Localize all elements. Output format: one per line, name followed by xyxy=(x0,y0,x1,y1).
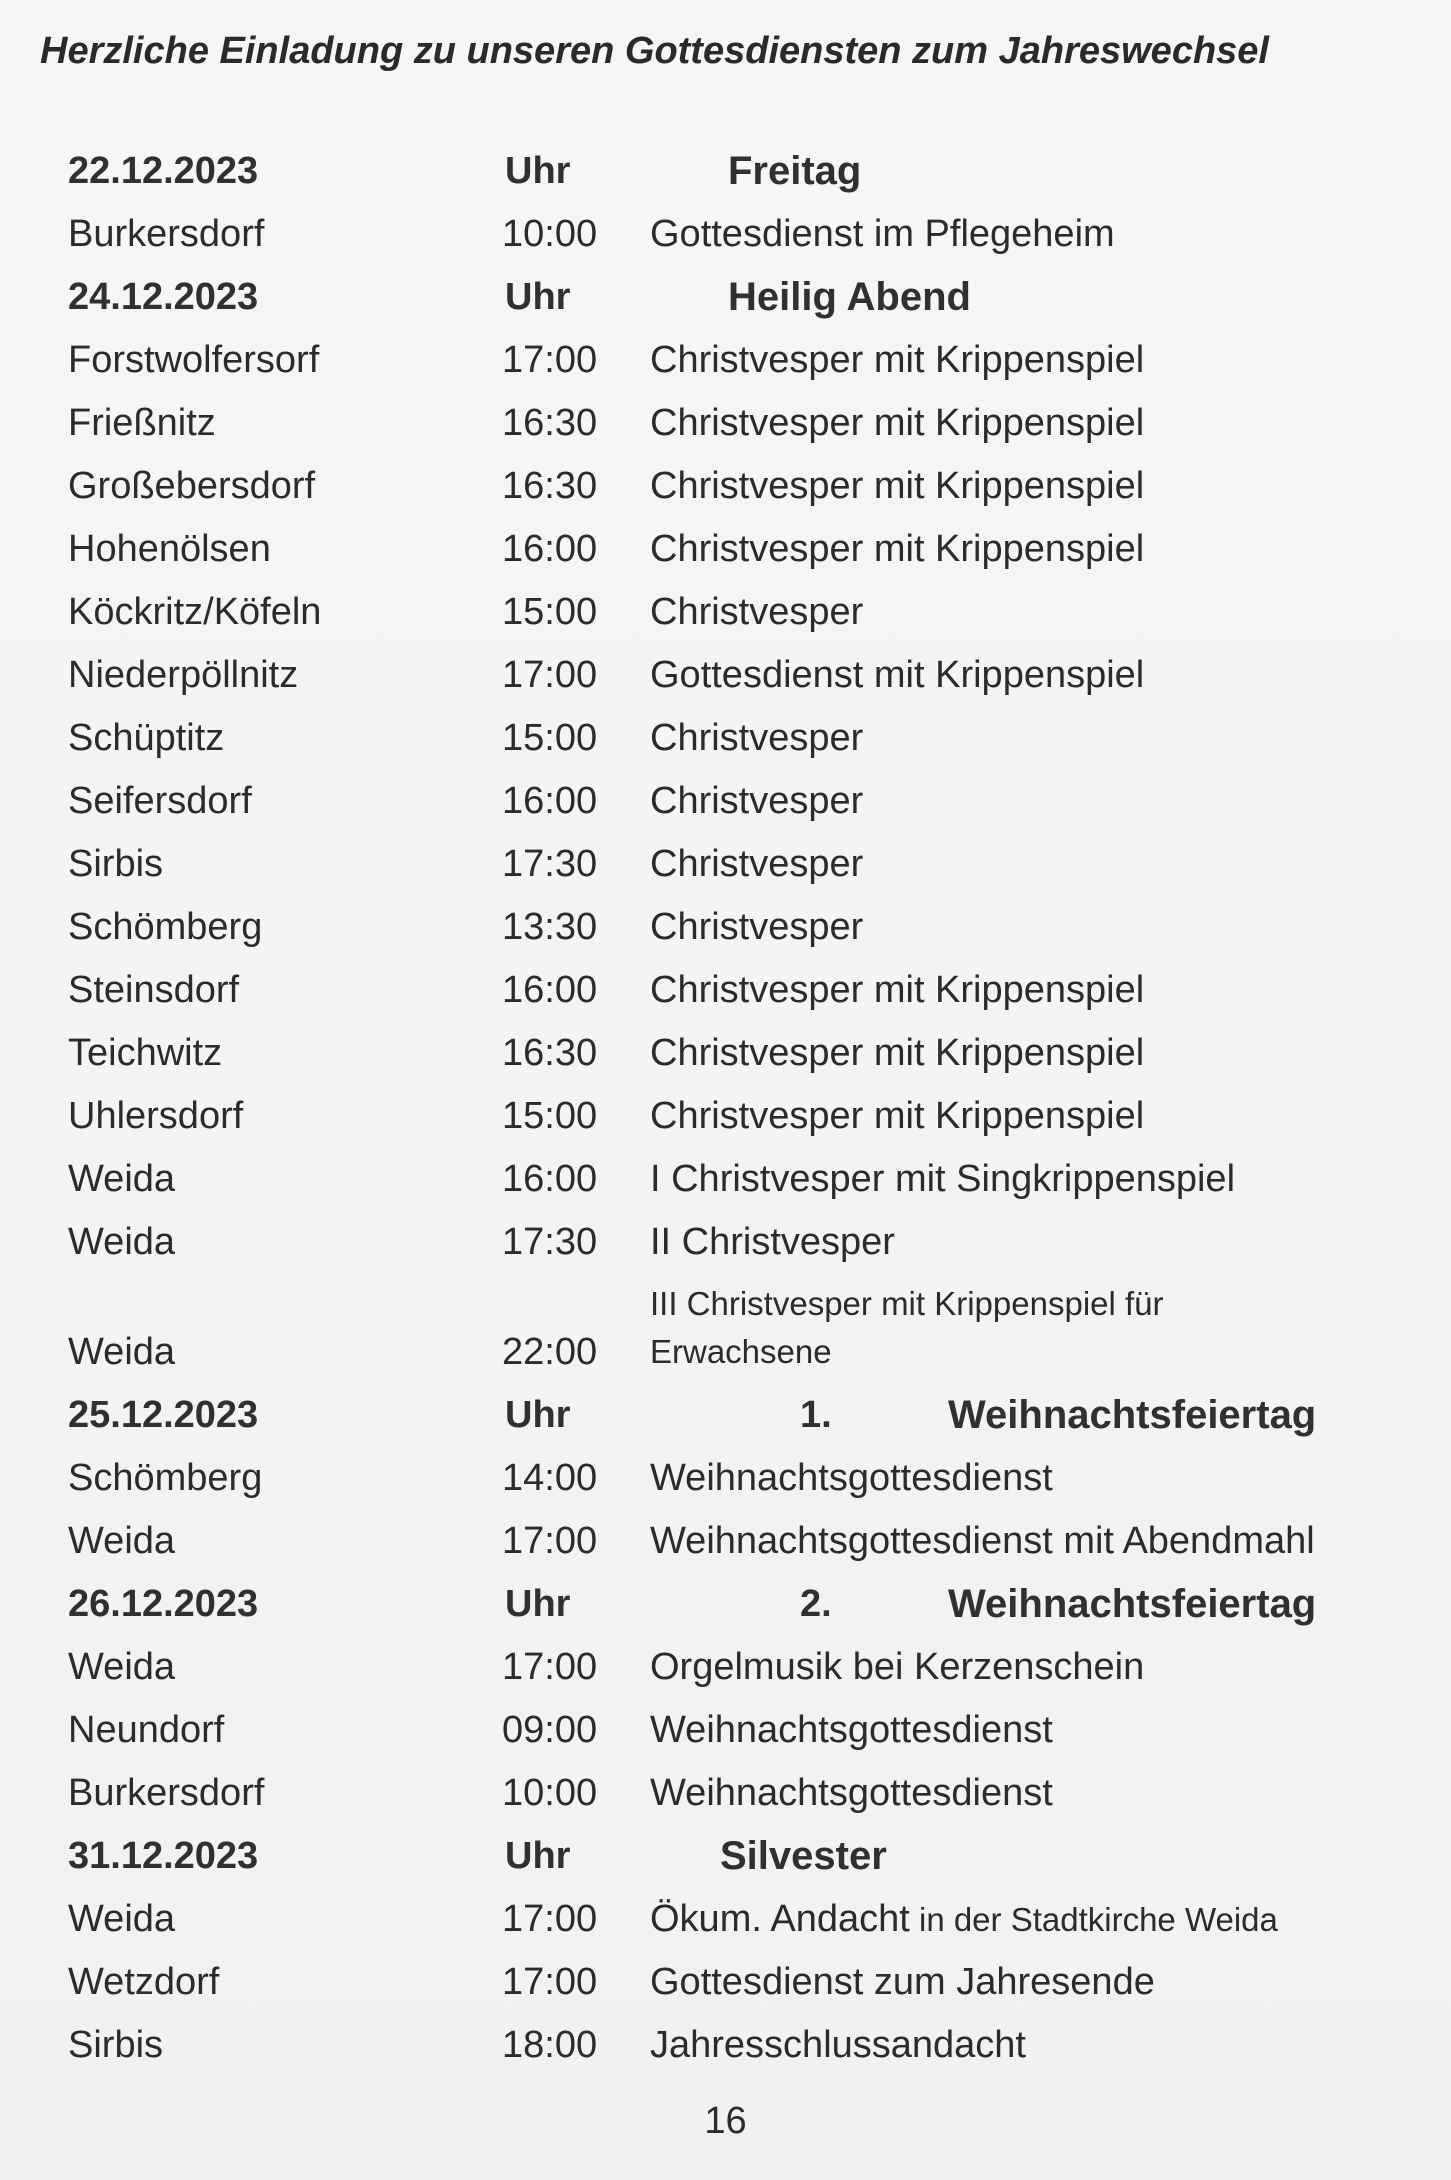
service-cell: Christvesper mit Krippenspiel xyxy=(650,528,1145,570)
time-cell: 17:00 xyxy=(502,339,598,381)
table-row xyxy=(0,1636,1451,1699)
table-row xyxy=(0,1510,1451,1573)
table-row xyxy=(0,1762,1451,1825)
service-cell: Christvesper mit Krippenspiel xyxy=(650,339,1145,381)
table-row xyxy=(0,1951,1451,2014)
place-cell: Steinsdorf xyxy=(68,969,240,1011)
place-cell: Schüptitz xyxy=(68,717,225,759)
time-cell: 15:00 xyxy=(502,591,598,633)
section-header-row xyxy=(0,266,1451,329)
place-cell: Sirbis xyxy=(68,2024,164,2066)
table-row xyxy=(0,896,1451,959)
place-cell: Hohenölsen xyxy=(68,528,271,570)
place-cell: Wetzdorf xyxy=(68,1961,220,2003)
table-row xyxy=(0,1274,1451,1384)
service-cell: III Christvesper mit Krippenspiel für Erwachsene xyxy=(650,1285,1164,1370)
table-row xyxy=(0,1022,1451,1085)
table-row xyxy=(0,833,1451,896)
service-cell: I Christvesper mit Singkrippenspiel xyxy=(650,1158,1236,1200)
section-header-row xyxy=(0,140,1451,203)
table-row xyxy=(0,644,1451,707)
service-cell: Weihnachtsgottesdienst xyxy=(650,1457,1053,1499)
time-column-header: Uhr xyxy=(505,1835,571,1877)
section-header-row xyxy=(0,1573,1451,1636)
service-cell: Gottesdienst mit Krippenspiel xyxy=(650,654,1145,696)
place-cell: Burkersdorf xyxy=(68,213,265,255)
service-cell: Weihnachtsgottesdienst xyxy=(650,1772,1053,1814)
time-cell: 17:00 xyxy=(502,654,598,696)
place-cell: Schömberg xyxy=(68,906,263,948)
section-title: Heilig Abend xyxy=(728,275,971,319)
time-cell: 17:00 xyxy=(502,1961,598,2003)
section-date: 24.12.2023 xyxy=(68,276,259,318)
service-cell: Jahresschlussandacht xyxy=(650,2024,1026,2066)
time-cell: 17:30 xyxy=(502,1221,598,1263)
time-cell: 17:30 xyxy=(502,843,598,885)
service-cell: Gottesdienst im Pflegeheim xyxy=(650,213,1115,255)
service-cell: Christvesper xyxy=(650,906,864,948)
time-cell: 16:00 xyxy=(502,780,598,822)
time-cell: 13:30 xyxy=(502,906,598,948)
place-cell: Frießnitz xyxy=(68,402,216,444)
section-ordinal: 2. xyxy=(800,1583,832,1625)
section-header-row xyxy=(0,1825,1451,1888)
place-cell: Schömberg xyxy=(68,1457,263,1499)
table-row xyxy=(0,581,1451,644)
table-row xyxy=(0,959,1451,1022)
time-cell: 17:00 xyxy=(502,1898,598,1940)
section-ordinal: 1. xyxy=(800,1394,832,1436)
place-cell: Teichwitz xyxy=(68,1032,223,1074)
service-cell: Christvesper xyxy=(650,780,864,822)
table-row xyxy=(0,329,1451,392)
place-cell: Sirbis xyxy=(68,843,164,885)
service-cell: Christvesper xyxy=(650,591,864,633)
service-cell: Christvesper mit Krippenspiel xyxy=(650,1032,1145,1074)
place-cell: Burkersdorf xyxy=(68,1772,265,1814)
table-row xyxy=(0,1888,1451,1951)
time-cell: 16:00 xyxy=(502,969,598,1011)
table-row xyxy=(0,2014,1451,2077)
section-date: 31.12.2023 xyxy=(68,1835,259,1877)
service-cell: Christvesper xyxy=(650,843,864,885)
time-cell: 16:30 xyxy=(502,402,598,444)
place-cell: Weida xyxy=(68,1221,176,1263)
place-cell: Weida xyxy=(68,1646,176,1688)
time-column-header: Uhr xyxy=(505,150,571,192)
time-cell: 15:00 xyxy=(502,1095,598,1137)
place-cell: Uhlersdorf xyxy=(68,1095,244,1137)
section-date: 22.12.2023 xyxy=(68,150,259,192)
place-cell: Niederpöllnitz xyxy=(68,654,299,696)
place-cell: Weida xyxy=(68,1898,176,1940)
place-cell: Neundorf xyxy=(68,1709,225,1751)
time-cell: 14:00 xyxy=(502,1457,598,1499)
time-cell: 10:00 xyxy=(502,213,598,255)
place-cell: Köckritz/Köfeln xyxy=(68,591,322,633)
section-title: Weihnachtsfeiertag xyxy=(948,1393,1317,1437)
time-cell: 16:00 xyxy=(502,528,598,570)
table-row xyxy=(0,1085,1451,1148)
place-cell: Forstwolfersorf xyxy=(68,339,320,381)
service-cell xyxy=(650,1888,1278,1951)
place-cell: Weida xyxy=(68,1158,176,1200)
table-row xyxy=(0,203,1451,266)
time-cell: 15:00 xyxy=(502,717,598,759)
section-title: Freitag xyxy=(728,149,862,193)
service-cell: Christvesper mit Krippenspiel xyxy=(650,969,1145,1011)
table-row xyxy=(0,1447,1451,1510)
section-header-row xyxy=(0,1384,1451,1447)
time-cell: 16:30 xyxy=(502,1032,598,1074)
time-cell: 10:00 xyxy=(502,1772,598,1814)
service-cell: Christvesper xyxy=(650,717,864,759)
place-cell: Weida xyxy=(68,1331,176,1373)
service-cell: Weihnachtsgottesdienst xyxy=(650,1709,1053,1751)
time-cell: 09:00 xyxy=(502,1709,598,1751)
service-cell: Weihnachtsgottesdienst mit Abendmahl xyxy=(650,1520,1315,1562)
time-cell: 16:00 xyxy=(502,1158,598,1200)
page-heading: Herzliche Einladung zu unseren Gottesdiensten zum Jahreswechsel xyxy=(40,30,1269,72)
place-cell: Großebersdorf xyxy=(68,465,316,507)
section-title: Weihnachtsfeiertag xyxy=(948,1582,1317,1626)
table-row xyxy=(0,392,1451,455)
table-row xyxy=(0,1699,1451,1762)
section-date: 25.12.2023 xyxy=(68,1394,259,1436)
service-cell: Christvesper mit Krippenspiel xyxy=(650,402,1145,444)
table-row xyxy=(0,770,1451,833)
section-title: Silvester xyxy=(720,1834,887,1878)
service-cell: II Christvesper xyxy=(650,1221,895,1263)
time-cell: 22:00 xyxy=(502,1331,598,1373)
table-row xyxy=(0,707,1451,770)
time-cell: 17:00 xyxy=(502,1646,598,1688)
service-location-text: in der Stadtkirche Weida xyxy=(909,1901,1278,1938)
table-row xyxy=(0,1148,1451,1211)
service-cell: Christvesper mit Krippenspiel xyxy=(650,465,1145,507)
place-cell: Seifersdorf xyxy=(68,780,252,822)
table-row xyxy=(0,1211,1451,1274)
service-text: Ökum. Andacht xyxy=(650,1898,910,1940)
time-cell: 16:30 xyxy=(502,465,598,507)
place-cell: Weida xyxy=(68,1520,176,1562)
service-schedule-table xyxy=(0,140,1451,2077)
table-row xyxy=(0,455,1451,518)
service-cell: Orgelmusik bei Kerzenschein xyxy=(650,1646,1145,1688)
table-row xyxy=(0,518,1451,581)
time-cell: 17:00 xyxy=(502,1520,598,1562)
time-column-header: Uhr xyxy=(505,1394,571,1436)
service-cell: Christvesper mit Krippenspiel xyxy=(650,1095,1145,1137)
time-column-header: Uhr xyxy=(505,276,571,318)
section-date: 26.12.2023 xyxy=(68,1583,259,1625)
page-number: 16 xyxy=(704,2100,747,2142)
service-cell: Gottesdienst zum Jahresende xyxy=(650,1961,1155,2003)
time-column-header: Uhr xyxy=(505,1583,571,1625)
time-cell: 18:00 xyxy=(502,2024,598,2066)
